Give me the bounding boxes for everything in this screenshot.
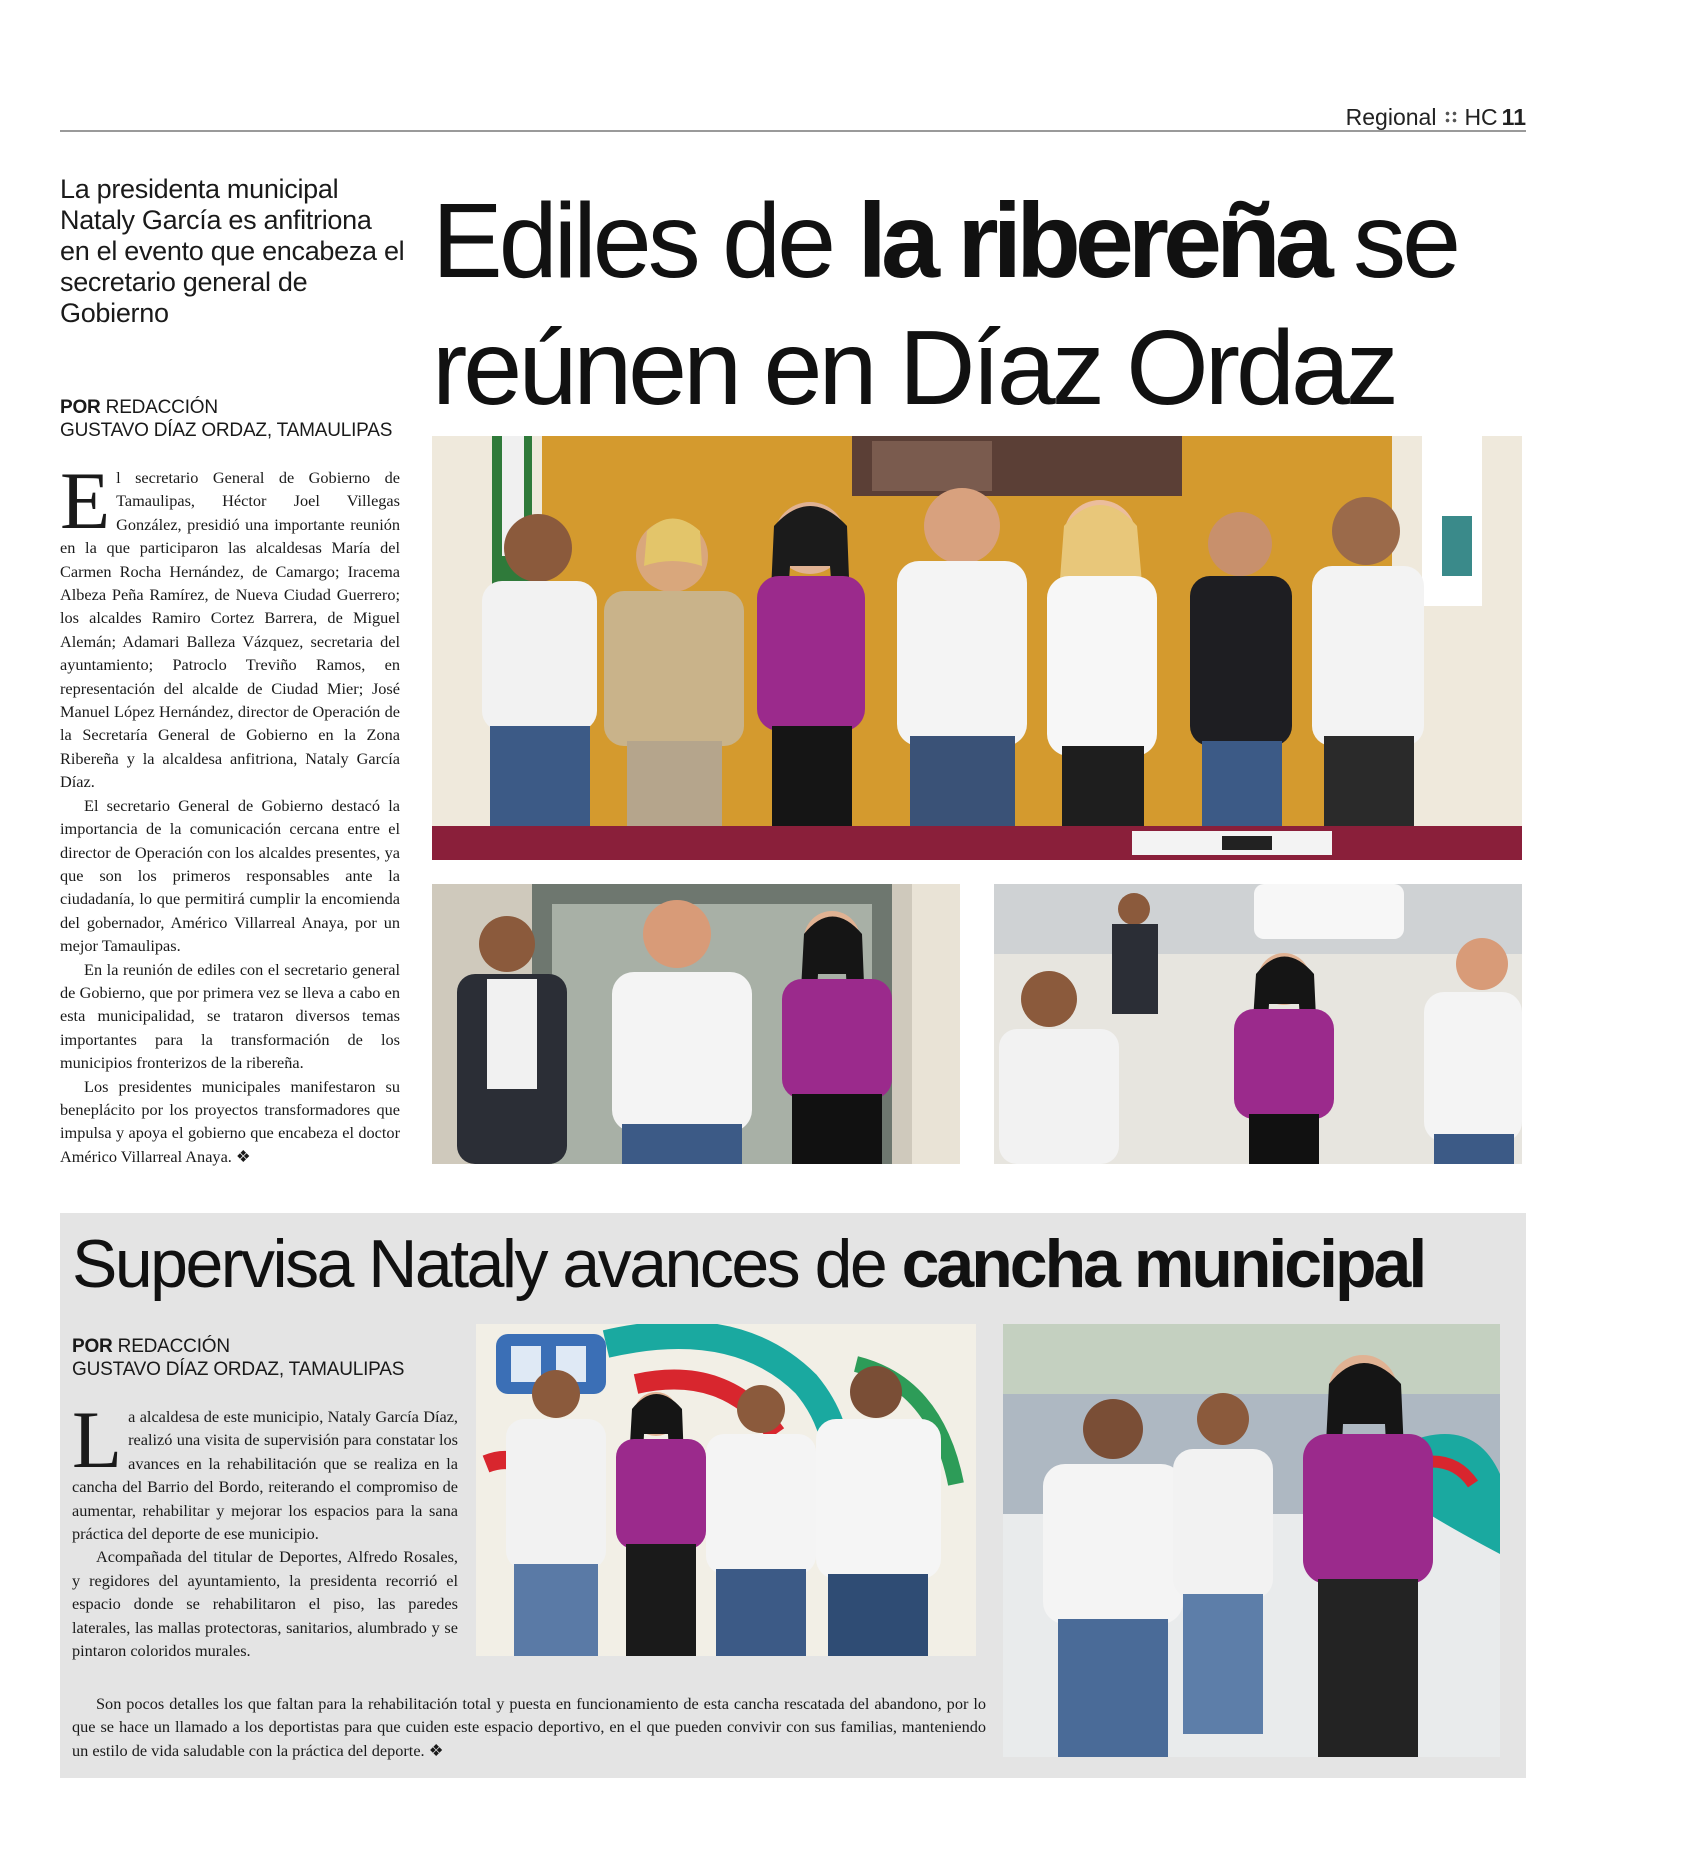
story1-body <box>60 455 400 1168</box>
byline-location: GUSTAVO DÍAZ ORDAZ, TAMAULIPAS <box>72 1359 405 1380</box>
group-photo <box>432 436 1522 860</box>
byline-author: REDACCIÓN <box>117 1336 230 1357</box>
walking-photo-2 <box>994 884 1522 1164</box>
byline-author: REDACCIÓN <box>105 397 218 418</box>
walking-photo-1 <box>432 884 960 1164</box>
mural-group-photo <box>476 1324 976 1656</box>
court-walk-photo <box>1003 1324 1500 1757</box>
drop-cap: L <box>72 1394 123 1485</box>
headline-bold: la ribereña <box>857 182 1328 300</box>
story2-body-column <box>72 1394 458 1662</box>
story1-deck: La presidenta municipal Nataly García es anfitriona en el evento que encabeza el secretario general de Gobierno <box>60 174 405 328</box>
header-rule <box>60 130 1526 132</box>
section-label <box>1346 104 1526 131</box>
story2-paragraph: Son pocos detalles los que faltan para la rehabilitación total y puesta en funcionamiento de esta cancha rescatada del abandono, por lo que se hace un llamado a los deportistas para que cuiden este espacio deportivo, en el que pueden convivir con sus familias, manteniendo un estilo de vida saludable con la práctica del deporte. ❖ <box>72 1694 986 1760</box>
story2-paragraph: Acompañada del titular de Deportes, Alfredo Rosales, y regidores del ayuntamiento, la presidenta recorrió el espacio donde se rehabilitaron el piso, las paredes laterales, las mallas protectoras, sanitarios, alumbrado y se pintaron coloridos murales. <box>72 1547 458 1661</box>
story1-paragraph: El secretario General de Gobierno destacó la importancia de la comunicación cercana entre el director de Operación con los alcaldes presentes, ya que son los primeros responsables ante la ciudadanía, lo que permitirá cumplir la encomienda del gobernador, Américo Villarreal Anaya, por un mejor Tamaulipas. <box>60 795 400 956</box>
byline-location: GUSTAVO DÍAZ ORDAZ, TAMAULIPAS <box>60 420 393 441</box>
section-name: Regional <box>1345 104 1437 130</box>
page-number: 11 <box>1501 104 1526 130</box>
drop-cap: E <box>60 455 111 546</box>
story2-paragraph: La alcaldesa de este municipio, Nataly García Díaz, realizó una visita de supervisión para constatar los avances en la rehabilitación que se realiza en la cancha del Barrio del Bordo, reiterando el compromiso de aumentar, rehabilitar y mejorar los espacios para la sana práctica del deporte de ese municipio. <box>72 1394 458 1544</box>
story2-body-wide <box>72 1692 986 1762</box>
story1-paragraph: El secretario General de Gobierno de Tamaulipas, Héctor Joel Villegas González, presidió una importante reunión en la que participaron las alcaldesas María del Carmen Rocha Hernández, de Camargo; Iracema Albeza Peña Ramírez, de Nueva Ciudad Guerrero; los alcaldes Ramiro Cortez Barrera, de Miguel Alemán; Adamari Balleza Vázquez, secretaria del ayuntamiento; Patroclo Treviño Ramos, en representación del alcalde de Ciudad Mier; José Manuel López Hernández, director de Operación de la Secretaría General de Gobierno en la Zona Ribereña y la alcaldesa anfitriona, Nataly García Díaz. <box>60 455 400 792</box>
byline-por: POR <box>72 1336 113 1357</box>
page-header <box>60 100 1526 134</box>
story1-byline <box>60 396 405 442</box>
story1-headline: Ediles de la ribereña se reúnen en Díaz Ordaz <box>432 182 1458 427</box>
publication-name: HC <box>1464 104 1498 130</box>
byline-por: POR <box>60 397 101 418</box>
story2-headline: Supervisa Nataly avances de cancha municipal <box>72 1226 1425 1302</box>
story2-byline <box>72 1335 452 1381</box>
story1-paragraph: En la reunión de ediles con el secretario general de Gobierno, que por primera vez se lleva a cabo en esta municipalidad, se trataron diversos temas importantes para la transformación de los municipios fronterizos de la ribereña. <box>60 959 400 1073</box>
headline-bold: cancha municipal <box>901 1226 1425 1302</box>
grid-dots-icon <box>1444 110 1458 124</box>
story1-paragraph: Los presidentes municipales manifestaron su beneplácito por los proyectos transformadores que impulsa y apoya el gobierno que encabeza el doctor Américo Villarreal Anaya. ❖ <box>60 1076 400 1166</box>
